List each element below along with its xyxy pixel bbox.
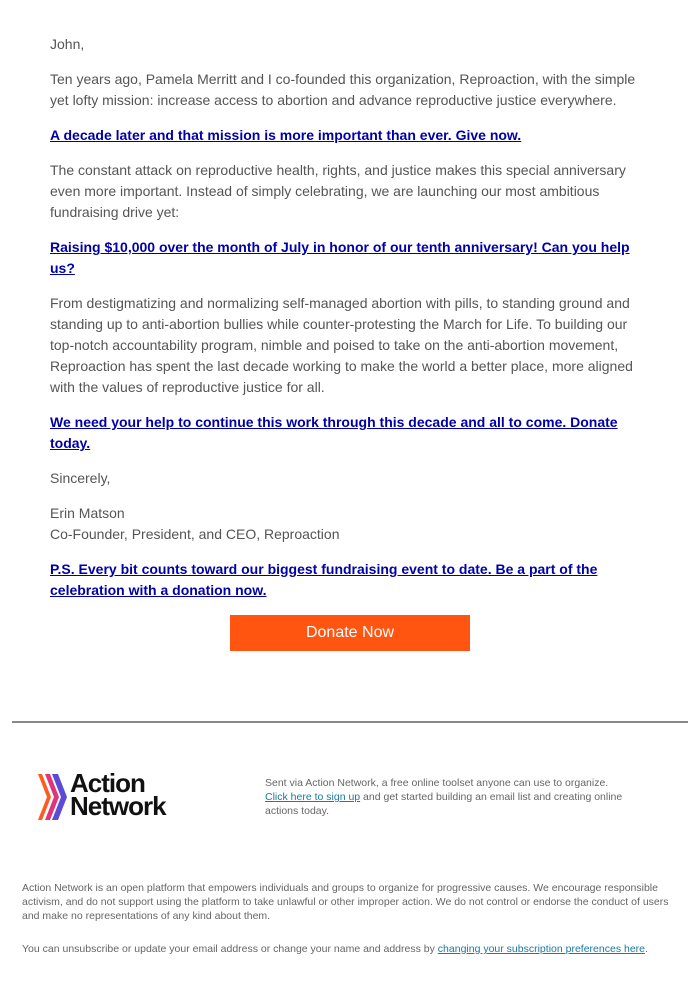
action-network-chevrons-icon xyxy=(38,774,68,820)
link-paragraph-3 xyxy=(50,412,650,454)
signer-name: Erin Matson xyxy=(50,505,125,521)
action-network-logo[interactable] xyxy=(38,768,188,824)
sign-up-rest: and get started building an email list and creating online actions today. xyxy=(265,791,623,817)
platform-disclaimer: Action Network is an open platform that empowers individuals and groups to organize for progressive causes. We encourage responsible activism, and do not support using the platform to take unlawful or other improper action. We do not control or endorse the conduct of users and make no representations of any kind about them. xyxy=(22,882,669,922)
ps-paragraph xyxy=(50,559,650,601)
email-body xyxy=(50,34,650,651)
donate-now-button[interactable]: Donate Now xyxy=(230,615,470,651)
unsubscribe-text xyxy=(22,942,692,956)
greeting: John, xyxy=(50,36,85,52)
closing: Sincerely, xyxy=(50,470,111,486)
footer-divider xyxy=(12,721,688,723)
donate-button-wrap xyxy=(50,615,650,651)
ps-donation-link[interactable]: P.S. Every bit counts toward our biggest fundraising event to date. Be a part of the celebration with a donation now. xyxy=(50,561,598,598)
logo-line-1: Action xyxy=(70,768,145,798)
give-now-link[interactable]: A decade later and that mission is more important than ever. Give now. xyxy=(50,127,522,143)
unsubscribe-end: . xyxy=(645,943,648,955)
link-paragraph-1 xyxy=(50,125,650,146)
donate-today-link[interactable]: We need your help to continue this work through this decade and all to come. Donate today. xyxy=(50,414,618,451)
signature xyxy=(50,503,650,545)
sent-via-line: Sent via Action Network, a free online toolset anyone can use to organize. xyxy=(265,777,609,789)
logo-line-2: Network xyxy=(70,791,166,821)
link-paragraph-2 xyxy=(50,237,650,279)
paragraph-intro: Ten years ago, Pamela Merritt and I co-founded this organization, Reproaction, with the simple yet lofty mission: increase access to abortion and advance reproductive justice everywhere. xyxy=(50,71,636,108)
sign-up-link[interactable]: Click here to sign up xyxy=(265,791,361,803)
subscription-preferences-link[interactable]: changing your subscription preferences here xyxy=(437,943,646,955)
unsubscribe-lead: You can unsubscribe or update your email address or change your name and address by xyxy=(22,943,438,955)
raising-goal-link[interactable]: Raising $10,000 over the month of July in honor of our tenth anniversary! Can you help us? xyxy=(50,239,630,276)
paragraph-anniversary: The constant attack on reproductive health, rights, and justice makes this special anniversary even more important. Instead of simply celebrating, we are launching our most ambitious fundraising drive yet: xyxy=(50,162,626,220)
paragraph-history: From destigmatizing and normalizing self-managed abortion with pills, to standing ground and standing up to anti-abortion bullies while counter-protesting the March for Life. To building our top-notch accountability program, nimble and poised to take on the anti-abortion movement, Reproaction has spent the last decade working to make the world a better place, more aligned with the values of reproductive justice for all. xyxy=(50,295,633,395)
signer-title: Co-Founder, President, and CEO, Reproaction xyxy=(50,526,340,542)
sent-via-text xyxy=(265,776,645,818)
logo-wordmark xyxy=(70,768,166,821)
